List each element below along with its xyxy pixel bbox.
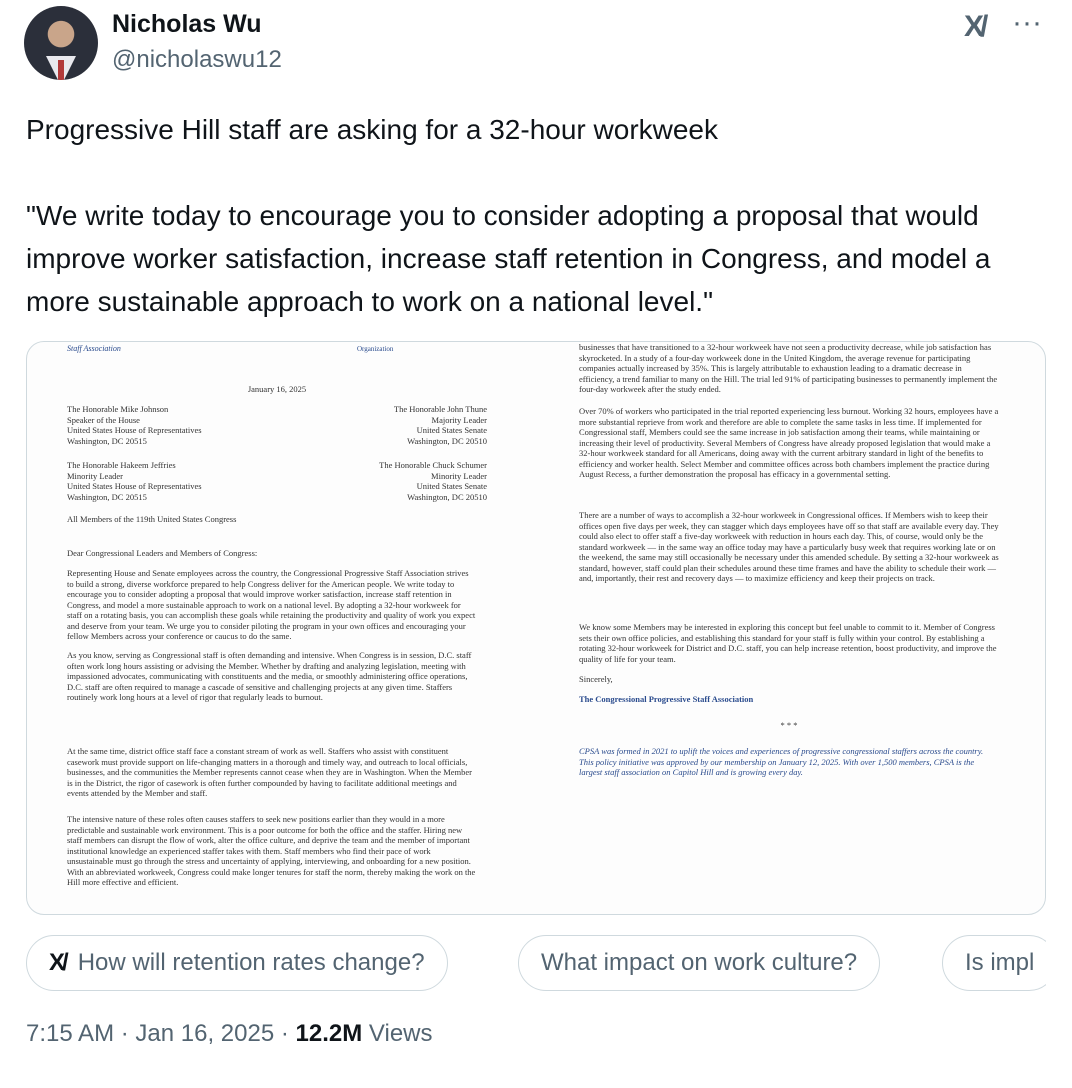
avatar-tie [58,60,64,80]
letter-address: The Honorable Mike Johnson Speaker of the House United States House of Representatives Washington, DC 20515 [67,404,202,446]
letter-signature: The Congressional Progressive Staff Association [579,694,754,704]
tweet-line: Progressive Hill staff are asking for a 32-hour workweek [26,114,719,145]
letter-paragraph: We know some Members may be interested in exploring this concept but feel unable to commit to it. Member of Congress sets their own office policies, and establishing this standard for your staff is fully within your control. By establishing a rotating 32-hour workweek for District and D.C. staff, you can help increase retention, boost productivity, and improve the quality of life for your team. [579,622,997,664]
letter-salutation: Dear Congressional Leaders and Members of Congress: [67,548,258,558]
letter-address: The Honorable Hakeem Jeffries Minority Leader United States House of Representatives Washington, DC 20515 [67,460,202,502]
letter-paragraph: Representing House and Senate employees across the country, the Congressional Progressive Staff Association strives to build a strong, diverse workforce prepared to help Congress deliver for the American people. We write today to encourage you to consider adopting a proposal that would improve worker satisfaction, increase staff retention in Congress, and model a more sustainable approach to work on a national level. By adopting a 32-hour workweek for staff on a rotating basis, you can accomplish these goals while retaining the productivity and quality of work you expect and deserve from your team. We urge you to consider piloting the program in your own offices and encouraging your fellow Members across your conference or caucus to do the same. [67,568,476,641]
suggestion-chip[interactable]: X/ How will retention rates change? [26,935,448,991]
letter-footer: CPSA was formed in 2021 to uplift the voices and experiences of progressive congressional staffers across the country. This policy initiative was approved by our membership on January 12, 2025. With over 1,500 members, CPSA is the largest staff association on Capitol Hill and is growing every day. [579,746,984,777]
separator: · [280,1020,289,1047]
tweet-date[interactable]: Jan 16, 2025 [135,1020,275,1047]
letter-logo-right: Organization [357,345,394,353]
views-label: Views [368,1020,433,1047]
grok-icon: X/ [49,949,66,976]
author-name[interactable]: Nicholas Wu [112,10,262,38]
letter-page-right [579,342,999,914]
letter-divider: * * * [780,720,798,730]
separator: · [120,1020,129,1047]
grok-icon[interactable]: X/ [964,10,985,43]
letter-address: The Honorable Chuck Schumer Minority Leader United States Senate Washington, DC 20510 [379,460,487,502]
author-handle[interactable]: @nicholaswu12 [112,46,282,73]
suggestion-chip[interactable]: Is impl [942,935,1046,991]
letter-address: The Honorable John Thune Majority Leader United States Senate Washington, DC 20510 [393,404,487,446]
tweet-media-image[interactable] [26,341,1046,915]
views-count: 12.2M [295,1020,363,1047]
letter-paragraph: Over 70% of workers who participated in the trial reported experiencing less burnout. Working 32 hours, employees have a more substantial reprieve from work and therefore are able to complete the same tasks in less time. If implemented for Congressional staff, Members could see the same increase in job satisfaction among their teams, while maintaining or increasing their level of productivity. Several Members of Congress have already proposed legislation that would make a 32-hour workweek standard for all Americans, doing away with the current arbitrary standard in light of the benefits to efficiency and worker health. Select Member and committee offices across both chambers implement the practice during August Recess, a further demonstration the proposal has efficacy in a governmental setting. [579,406,999,479]
letter-recipients: All Members of the 119th United States Congress [67,514,237,524]
tweet-time[interactable]: 7:15 AM [26,1020,115,1047]
avatar[interactable] [24,6,98,80]
letter-date: January 16, 2025 [247,384,307,394]
letter-paragraph: As you know, serving as Congressional staff is often demanding and intensive. When Congress is in session, D.C. staff often work long hours assisting or advising the Member. Whether by drafting and analyzing legislation, meeting with impassioned advocates, communicating with constituents and the media, or smoothly administering office operations, D.C. staff are often required to manage a cascade of sensitive and challenging projects at any given time. Staffers routinely work long hours at a level of rigor that regularly leads to burnout. [67,650,472,702]
grok-suggestions [26,935,1046,993]
letter-paragraph: There are a number of ways to accomplish a 32-hour workweek in Congressional offices. If Members wish to keep their offices open five days per week, they can stagger which days employees have off so that staff are available every day. They could also elect to offer staff a five-day workweek with reduction in hours each day. This, of course, would only be the standard workweek — in the same way an office today may have a particularly busy week that requires working late or on the weekend, the same may still occasionally be necessary under this amended schedule. By setting a 32-hour workweek as standard, however, staff could plan their schedules around these time frames and have the ability to schedule their work — and, importantly, their rest and recovery days — to maximize efficiency and keep their projects on track. [579,510,999,583]
letter-paragraph: At the same time, district office staff face a constant stream of work as well. Staffers who assist with constituent casework must provide support on life-changing matters in a thorough and timely way, and outreach to local officials, businesses, and the communities the Member represents cannot cease when they are in Washington. When the Member is in the District, the rigor of casework is often further compounded by having to facilitate additional meetings and events attended by the Member and staff. [67,746,472,798]
tweet-text [26,108,1046,323]
letter-sincerely: Sincerely, [579,674,613,684]
letter-paragraph: businesses that have transitioned to a 32-hour workweek have not seen a productivity decrease, while job satisfaction has skyrocketed. In a study of a four-day workweek done in the United Kingdom, the average revenue for participating companies actually increased by 35%. This is largely attributable to exhaustion leading to a dramatic decrease in efficiency, a trend familiar to many on the Hill. The trial led 91% of participating businesses to permanently implement the four-day workweek after the study ended. [579,342,998,394]
more-icon[interactable]: ··· [1012,6,1042,39]
tweet-quote: "We write today to encourage you to consider adopting a proposal that would improve worker satisfaction, increase staff retention in Congress, and model a more sustainable approach to work on a national level." [26,200,991,317]
tweet-meta [26,1020,433,1048]
tweet-header [0,0,1072,90]
suggestion-chip[interactable]: What impact on work culture? [518,935,880,991]
letter-page-left [67,342,487,914]
letter-logo: Staff Association [67,344,121,353]
letter-paragraph: The intensive nature of these roles often causes staffers to seek new positions earlier than they would in a more predictable and sustainable work environment. This is a poor outcome for both the office and the staffer. Hiring new staff members can disrupt the flow of work, alter the office culture, and deprive the team and the member of important institutional knowledge an experienced staffer takes with them. Staff members who find their pace of work unsustainable must go through the stress and uncertainty of applying, interviewing, and onboarding for a new position. With an abbreviated workweek, Congress could make longer tenures for staff the norm, thereby making the work on the Hill more effective and efficient. [67,814,476,887]
